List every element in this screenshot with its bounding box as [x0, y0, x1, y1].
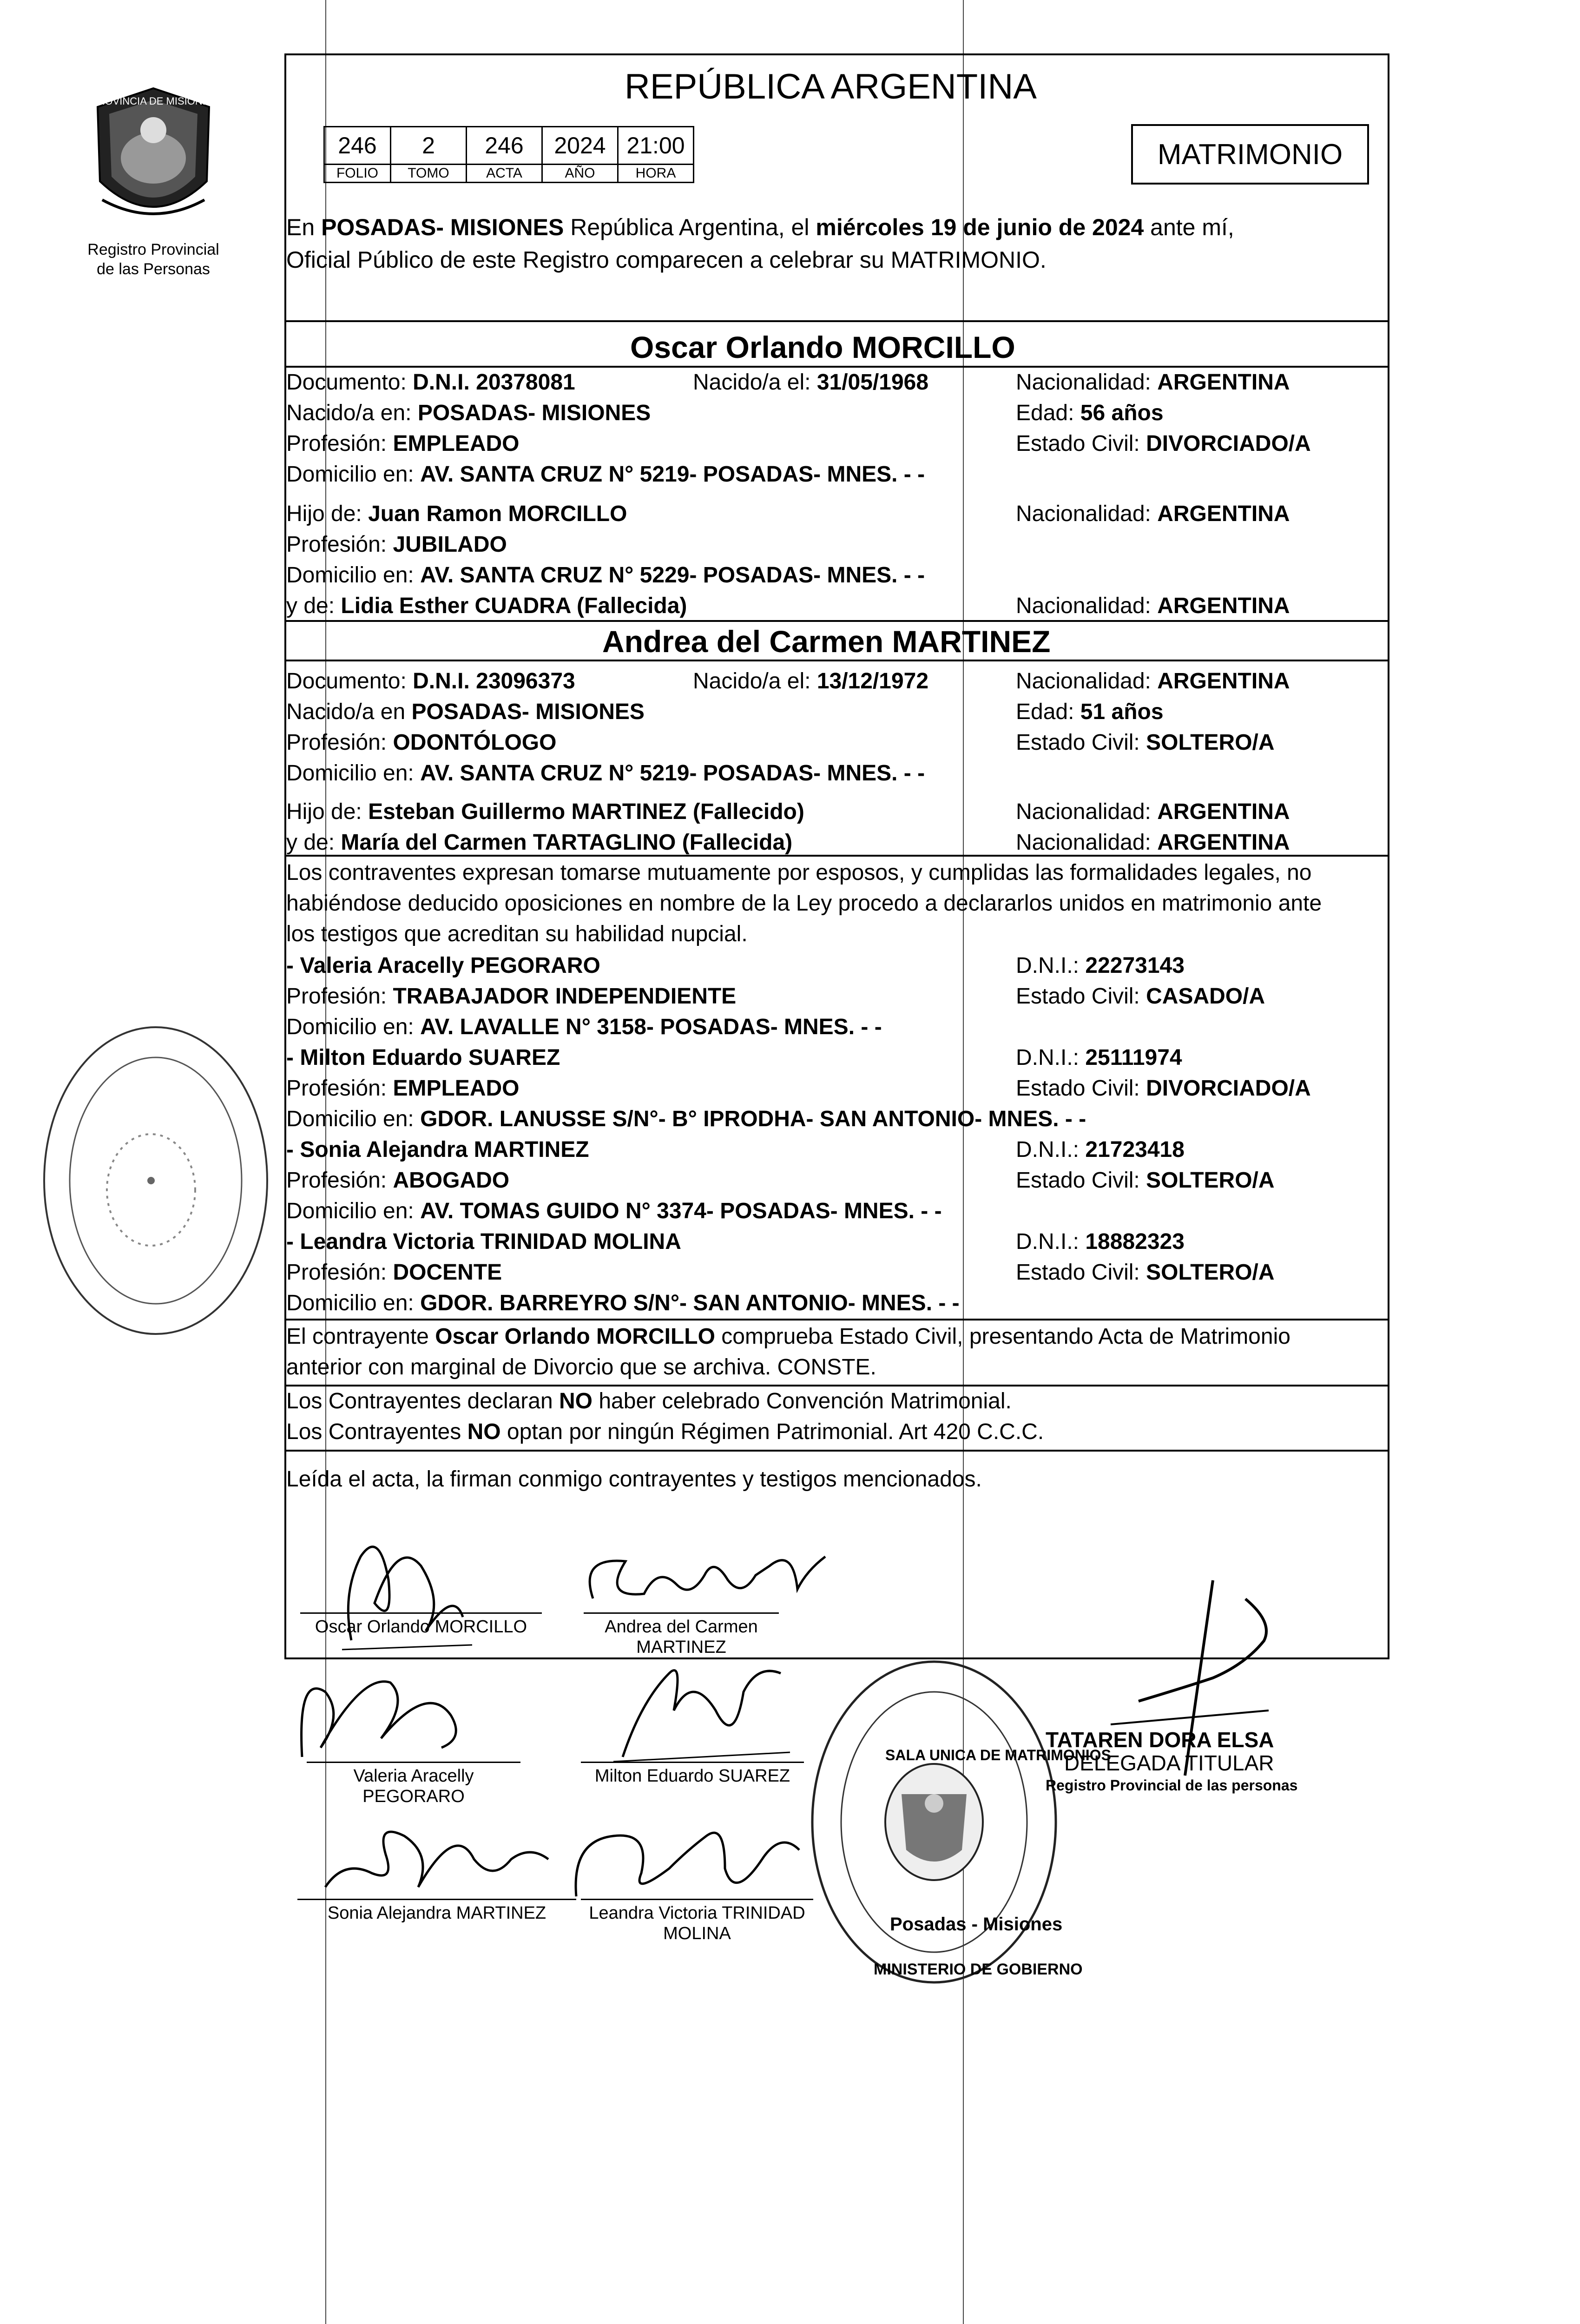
- hora-value: 21:00: [618, 127, 694, 165]
- bride-birthdate: Nacido/a el: 13/12/1972: [693, 669, 929, 693]
- witness-4-profession: Profesión: DOCENTE: [286, 1260, 502, 1285]
- witness-1-dni: D.N.I.: 22273143: [1016, 953, 1185, 978]
- officer-org: Registro Provincial de las personas: [1046, 1777, 1298, 1794]
- officer-name: TATAREN DORA ELSA: [1046, 1728, 1274, 1752]
- groom-nationality: Nacionalidad: ARGENTINA: [1016, 370, 1290, 395]
- signature-witness-1: [288, 1655, 483, 1766]
- groom-civil-status: Estado Civil: DIVORCIADO/A: [1016, 431, 1311, 456]
- witness-1-profession: Profesión: TRABAJADOR INDEPENDIENTE: [286, 984, 737, 1009]
- shield-text: PROVINCIA DE MISIONES: [90, 95, 217, 107]
- sig-label-witness-1: Valeria Aracelly PEGORARO: [353, 1766, 474, 1806]
- sig-line-groom: [300, 1612, 542, 1614]
- declaration-line-1: Los contraventes expresan tomarse mutuamente por esposos, y cumplidas las formalidades legales, no: [286, 860, 1312, 885]
- bride-civil-status: Estado Civil: SOLTERO/A: [1016, 730, 1275, 755]
- sig-label-groom: Oscar Orlando MORCILLO: [315, 1617, 527, 1637]
- stamp-inner-text: SALA UNICA DE MATRIMONIOS: [885, 1747, 1111, 1763]
- sig-line-witness-3: [297, 1899, 576, 1900]
- patrimonial-line-2: Los Contrayentes NO optan por ningún Régimen Patrimonial. Art 420 C.C.C.: [286, 1419, 1044, 1444]
- logo-caption-1: Registro Provincial: [87, 241, 219, 258]
- acta-label: ACTA: [467, 165, 542, 183]
- registry-stamp-left: [35, 1013, 276, 1348]
- intro-line-1: En POSADAS- MISIONES República Argentina, el miércoles 19 de junio de 2024 ante mí,: [286, 214, 1234, 240]
- signature-witness-2: [604, 1645, 799, 1766]
- declaration-line-3: los testigos que acreditan su habilidad nupcial.: [286, 922, 748, 946]
- witness-1-civil: Estado Civil: CASADO/A: [1016, 984, 1265, 1009]
- groom-name: Oscar Orlando MORCILLO: [630, 330, 1015, 364]
- witness-2-civil: Estado Civil: DIVORCIADO/A: [1016, 1076, 1311, 1101]
- bride-mother-nationality: Nacionalidad: ARGENTINA: [1016, 830, 1290, 855]
- tomo-label: TOMO: [391, 165, 467, 183]
- ano-label: AÑO: [542, 165, 618, 183]
- witness-2-name: - Milton Eduardo SUAREZ: [286, 1045, 560, 1070]
- groom-mother: y de: Lidia Esther CUADRA (Fallecida): [286, 594, 687, 618]
- hora-label: HORA: [618, 165, 694, 183]
- witness-3-name: - Sonia Alejandra MARTINEZ: [286, 1137, 589, 1162]
- officer-title: DELEGADA TITULAR: [1064, 1751, 1274, 1775]
- declaration-line-2: habiéndose deducido oposiciones en nombre de la Ley procedo a declararlos unidos en matrimonio ante: [286, 891, 1322, 916]
- sig-label-witness-2: Milton Eduardo SUAREZ: [594, 1766, 790, 1786]
- act-type-box: [1131, 124, 1369, 185]
- sig-label-witness-3: Sonia Alejandra MARTINEZ: [327, 1903, 546, 1923]
- sig-line-witness-2: [581, 1762, 804, 1763]
- groom-mother-nationality: Nacionalidad: ARGENTINA: [1016, 594, 1290, 618]
- groom-birthplace: Nacido/a en: POSADAS- MISIONES: [286, 401, 651, 425]
- witness-1-address: Domicilio en: AV. LAVALLE N° 3158- POSADAS- MNES. - -: [286, 1015, 882, 1039]
- intro-line-2: Oficial Público de este Registro comparecen a celebrar su MATRIMONIO.: [286, 247, 1047, 273]
- bride-birthplace: Nacido/a en POSADAS- MISIONES: [286, 700, 645, 724]
- province-shield-icon: [84, 79, 223, 237]
- sig-label-witness-4: Leandra Victoria TRINIDAD MOLINA: [589, 1903, 805, 1943]
- bride-profession: Profesión: ODONTÓLOGO: [286, 730, 557, 755]
- signature-witness-3: [316, 1803, 558, 1906]
- groom-profession: Profesión: EMPLEADO: [286, 431, 520, 456]
- civil-status-note-2: anterior con marginal de Divorcio que se archiva. CONSTE.: [286, 1355, 876, 1380]
- bride-father: Hijo de: Esteban Guillermo MARTINEZ (Fallecido): [286, 799, 804, 824]
- registry-logo: [84, 79, 223, 279]
- bride-father-nationality: Nacionalidad: ARGENTINA: [1016, 799, 1290, 824]
- witness-4-dni: D.N.I.: 18882323: [1016, 1229, 1185, 1254]
- closing-statement: Leída el acta, la firman conmigo contrayentes y testigos mencionados.: [286, 1467, 982, 1492]
- acta-value: 246: [467, 127, 542, 165]
- registry-fields-table: [323, 126, 694, 183]
- patrimonial-line-1: Los Contrayentes declaran NO haber celebrado Convención Matrimonial.: [286, 1389, 1012, 1413]
- signature-witness-4: [558, 1803, 809, 1906]
- signature-bride: [574, 1529, 835, 1612]
- ano-value: 2024: [542, 127, 618, 165]
- folio-label: FOLIO: [324, 165, 391, 183]
- bride-address: Domicilio en: AV. SANTA CRUZ N° 5219- POSADAS- MNES. - -: [286, 761, 925, 786]
- witness-2-dni: D.N.I.: 25111974: [1016, 1045, 1182, 1070]
- witness-3-profession: Profesión: ABOGADO: [286, 1168, 510, 1193]
- sig-line-bride: [584, 1612, 779, 1614]
- groom-father-nationality: Nacionalidad: ARGENTINA: [1016, 502, 1290, 526]
- bride-name: Andrea del Carmen MARTINEZ: [602, 624, 1051, 659]
- tomo-value: 2: [391, 127, 467, 165]
- witness-3-civil: Estado Civil: SOLTERO/A: [1016, 1168, 1275, 1193]
- stamp-ministry-text: MINISTERIO DE GOBIERNO: [874, 1961, 1083, 1978]
- folio-value: 246: [324, 127, 391, 165]
- bride-nationality: Nacionalidad: ARGENTINA: [1016, 669, 1290, 693]
- groom-age: Edad: 56 años: [1016, 401, 1164, 425]
- registry-stamp-center: [804, 1655, 1111, 1989]
- groom-father-address: Domicilio en: AV. SANTA CRUZ N° 5229- POSADAS- MNES. - -: [286, 563, 925, 588]
- witness-1-name: - Valeria Aracelly PEGORARO: [286, 953, 600, 978]
- witness-3-dni: D.N.I.: 21723418: [1016, 1137, 1185, 1162]
- groom-birthdate: Nacido/a el: 31/05/1968: [693, 370, 929, 395]
- sig-line-witness-4: [581, 1899, 813, 1900]
- witness-4-civil: Estado Civil: SOLTERO/A: [1016, 1260, 1275, 1285]
- groom-father-profession: Profesión: JUBILADO: [286, 532, 507, 557]
- sig-line-witness-1: [307, 1762, 520, 1763]
- witness-2-address: Domicilio en: GDOR. LANUSSE S/N°- B° IPRODHA- SAN ANTONIO- MNES. - -: [286, 1107, 1086, 1131]
- civil-status-note-1: El contrayente Oscar Orlando MORCILLO comprueba Estado Civil, presentando Acta de Matrimonio: [286, 1324, 1290, 1349]
- country-title: REPÚBLICA ARGENTINA: [625, 67, 1037, 106]
- logo-caption-2: de las Personas: [97, 260, 210, 278]
- bride-mother: y de: María del Carmen TARTAGLINO (Fallecida): [286, 830, 793, 855]
- bride-age: Edad: 51 años: [1016, 700, 1164, 724]
- witness-4-address: Domicilio en: GDOR. BARREYRO S/N°- SAN ANTONIO- MNES. - -: [286, 1291, 960, 1315]
- marriage-certificate: [284, 53, 1389, 1659]
- witness-4-name: - Leandra Victoria TRINIDAD MOLINA: [286, 1229, 681, 1254]
- sig-label-bride: Andrea del Carmen MARTINEZ: [605, 1617, 758, 1657]
- bride-documento: Documento: D.N.I. 23096373: [286, 669, 575, 693]
- stamp-city-text: Posadas - Misiones: [890, 1914, 1063, 1934]
- groom-documento: Documento: D.N.I. 20378081: [286, 370, 575, 395]
- groom-father: Hijo de: Juan Ramon MORCILLO: [286, 502, 627, 526]
- witness-3-address: Domicilio en: AV. TOMAS GUIDO N° 3374- POSADAS- MNES. - -: [286, 1199, 942, 1223]
- groom-address: Domicilio en: AV. SANTA CRUZ N° 5219- POSADAS- MNES. - -: [286, 462, 925, 487]
- witness-2-profession: Profesión: EMPLEADO: [286, 1076, 520, 1101]
- act-type-label: MATRIMONIO: [1157, 138, 1343, 171]
